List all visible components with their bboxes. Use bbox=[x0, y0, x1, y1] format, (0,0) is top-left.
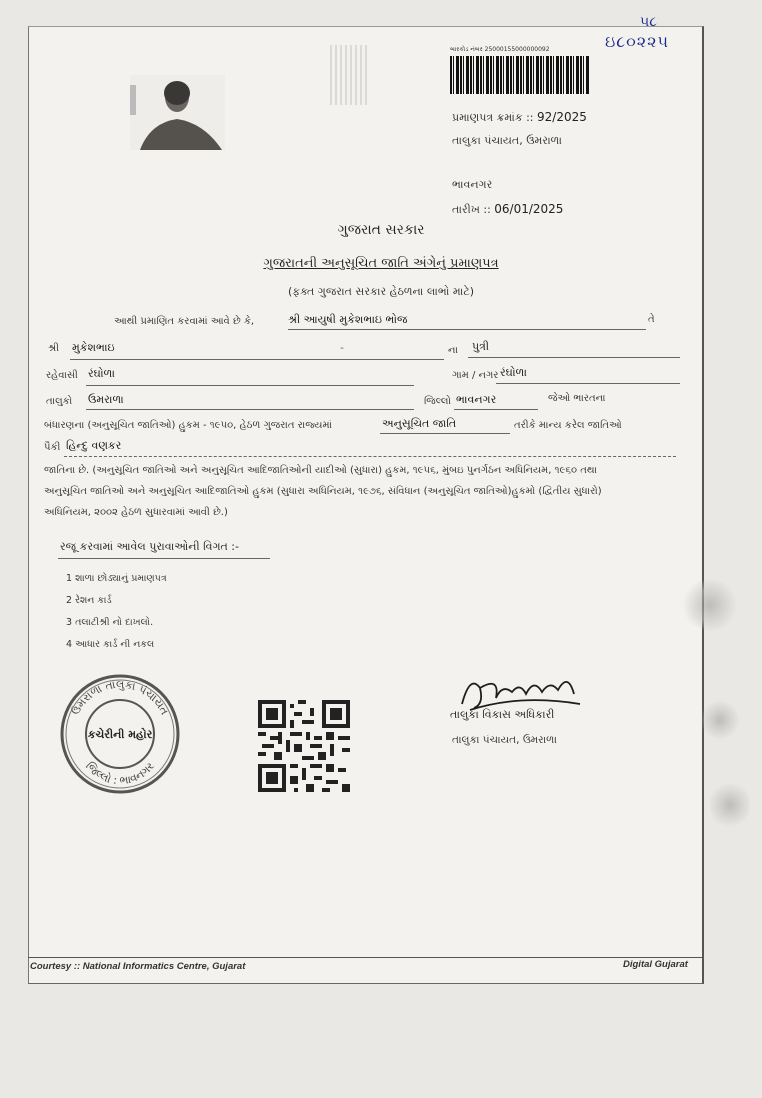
svg-text:ઉમરાળા તાલુકા પંચાયત bbox=[69, 678, 171, 717]
resident-value: રંઘોળા bbox=[88, 367, 115, 380]
legal-line-1: જાતિના છે. (અનુસૂચિત જાતિઓ અને અનુસૂચિત આદિજાતિઓની યાદીઓ (સુધારા) હુકમ, ૧૯૫૬, મુંબઇ પુનર્ગઠન અધિનિયમ, ૧૯૬૦ તથા bbox=[44, 465, 597, 476]
blank-dash: - bbox=[340, 341, 344, 354]
taluka-value: ઉમરાળા bbox=[88, 393, 124, 406]
document-item: 2 રેશન કાર્ડ bbox=[66, 595, 112, 606]
district-value: ભાવનગર bbox=[456, 393, 497, 406]
father-underline bbox=[70, 359, 444, 360]
handwritten-mark: ૫૮ bbox=[640, 14, 657, 30]
seal-center-text: કચેરીની મહોર bbox=[87, 728, 153, 741]
seal-bottom-text: જિલ્લો : ભાવનગર bbox=[82, 759, 157, 788]
resident-underline bbox=[86, 385, 414, 386]
intro-text: આથી પ્રમાણિત કરવામાં આવે છે કે, bbox=[114, 316, 255, 327]
district-underline bbox=[454, 409, 538, 410]
caste-value: હિન્દુ વણકર bbox=[66, 439, 122, 452]
documents-list bbox=[66, 568, 167, 656]
documents-heading: રજૂ કરવામાં આવેલ પુરાવાઓની વિગત :- bbox=[60, 540, 239, 553]
relation-underline bbox=[468, 357, 680, 358]
taluka-label: તાલુકો bbox=[46, 396, 73, 407]
certificate-note: (ફક્ત ગુજરાત સરકાર હેઠળના લાભો માટે) bbox=[287, 285, 475, 298]
issue-date-label: તારીખ :: bbox=[452, 203, 491, 216]
officer-title: તાલુકા વિકાસ અધિકારી bbox=[450, 708, 555, 721]
village-label: ગામ / નગર bbox=[452, 370, 499, 381]
applicant-photo bbox=[130, 75, 225, 150]
issue-date: 06/01/2025 bbox=[494, 202, 564, 216]
certificate-title: ગુજરાતની અનુસૂચિત જાતિ અંગેનું પ્રમાણપત્ર bbox=[263, 256, 499, 271]
document-item: 3 તલાટીશ્રી નો દાખલો. bbox=[66, 617, 154, 628]
document-item: 4 આધાર કાર્ડ ની નકલ bbox=[66, 639, 155, 650]
footer-divider bbox=[28, 957, 704, 958]
document-item: 1 શાળા છોડ્યાનું પ્રમાણપત્ર bbox=[66, 573, 167, 584]
shri-label: શ્રી bbox=[48, 343, 60, 354]
category-value: અનુસૂચિત જાતિ bbox=[382, 417, 457, 430]
taluka-underline bbox=[86, 409, 414, 410]
village-underline bbox=[496, 383, 680, 384]
applicant-name: શ્રી આયુષી મુકેશભાઇ ભોજ bbox=[288, 313, 408, 326]
barcode-bars bbox=[450, 56, 590, 94]
barcode-number: 25000155000000092 bbox=[484, 46, 550, 53]
scan-smudge bbox=[700, 700, 740, 740]
jeo-bharatna: જેઓ ભારતના bbox=[548, 393, 606, 404]
issuing-office: તાલુકા પંચાયત, ઉમરાળા bbox=[452, 134, 562, 147]
village-value: રંઘોળા bbox=[500, 366, 527, 379]
issue-date-row bbox=[452, 202, 563, 217]
na-label: ના bbox=[448, 345, 458, 356]
caste-underline bbox=[64, 456, 676, 457]
legal-line-3: અધિનિયમ, ૨૦૦૨ હેઠળ સુધારવામાં આવી છે.) bbox=[44, 507, 228, 518]
resident-label: રહેવાસી bbox=[46, 370, 78, 381]
certificate-number-label: પ્રમાણપત્ર ક્રમાંક :: bbox=[452, 111, 534, 124]
scan-smudge bbox=[680, 580, 740, 630]
qr-code bbox=[258, 700, 350, 792]
category-underline bbox=[380, 433, 510, 434]
documents-heading-underline bbox=[58, 558, 270, 559]
officer-office: તાલુકા પંચાયત, ઉમરાળા bbox=[452, 734, 557, 746]
name-underline bbox=[288, 329, 646, 330]
footer-courtesy: Courtesy :: National Informatics Centre, Gujarat bbox=[30, 961, 246, 972]
caste-prefix: પૈકી bbox=[44, 442, 61, 453]
government-title: ગુજરાત સરકાર bbox=[337, 222, 425, 238]
barcode-label: બારકોડ નંબર bbox=[450, 46, 483, 53]
scan-smudge bbox=[710, 780, 750, 830]
barcode bbox=[450, 46, 590, 98]
certificate-number-row bbox=[452, 110, 587, 125]
constitution-text: બંધારણના (અનુસૂચિત જાતિઓ) હુકમ - ૧૯૫૦, હેઠળ ગુજરાત રાજ્યમાં bbox=[44, 420, 332, 431]
legal-line-2: અનુસૂચિત જાતિઓ અને અનુસૂચિત આદિજાતિઓ હુકમ (સુધારા અધિનિયમ, ૧૯૭૬, સંવિધાન (અનુસૂચિત જાતિઓ)હુકમો (દ્વિતીય સુધારો) bbox=[44, 486, 602, 497]
father-name: મુકેશભાઇ bbox=[72, 341, 115, 354]
legal-paragraph bbox=[44, 460, 684, 523]
issuing-district: ભાવનગર bbox=[452, 178, 493, 191]
certificate-number: 92/2025 bbox=[537, 110, 587, 124]
recognized-text: તરીકે માન્ય કરેલ જાતિઓ bbox=[514, 420, 622, 431]
relation: પુત્રી bbox=[472, 340, 490, 353]
district-label: જિલ્લો bbox=[424, 396, 451, 407]
scan-noise bbox=[330, 45, 370, 105]
office-seal bbox=[58, 672, 182, 796]
svg-text:જિલ્લો : ભાવનગર bbox=[83, 759, 157, 787]
handwritten-number: ઇ૮૦૨૨૫ bbox=[605, 32, 670, 51]
seal-outer-text: ઉમરાળા તાલુકા પંચાયત bbox=[68, 677, 172, 718]
suffix-te: તે bbox=[648, 314, 655, 325]
footer-brand: Digital Gujarat bbox=[623, 959, 688, 970]
